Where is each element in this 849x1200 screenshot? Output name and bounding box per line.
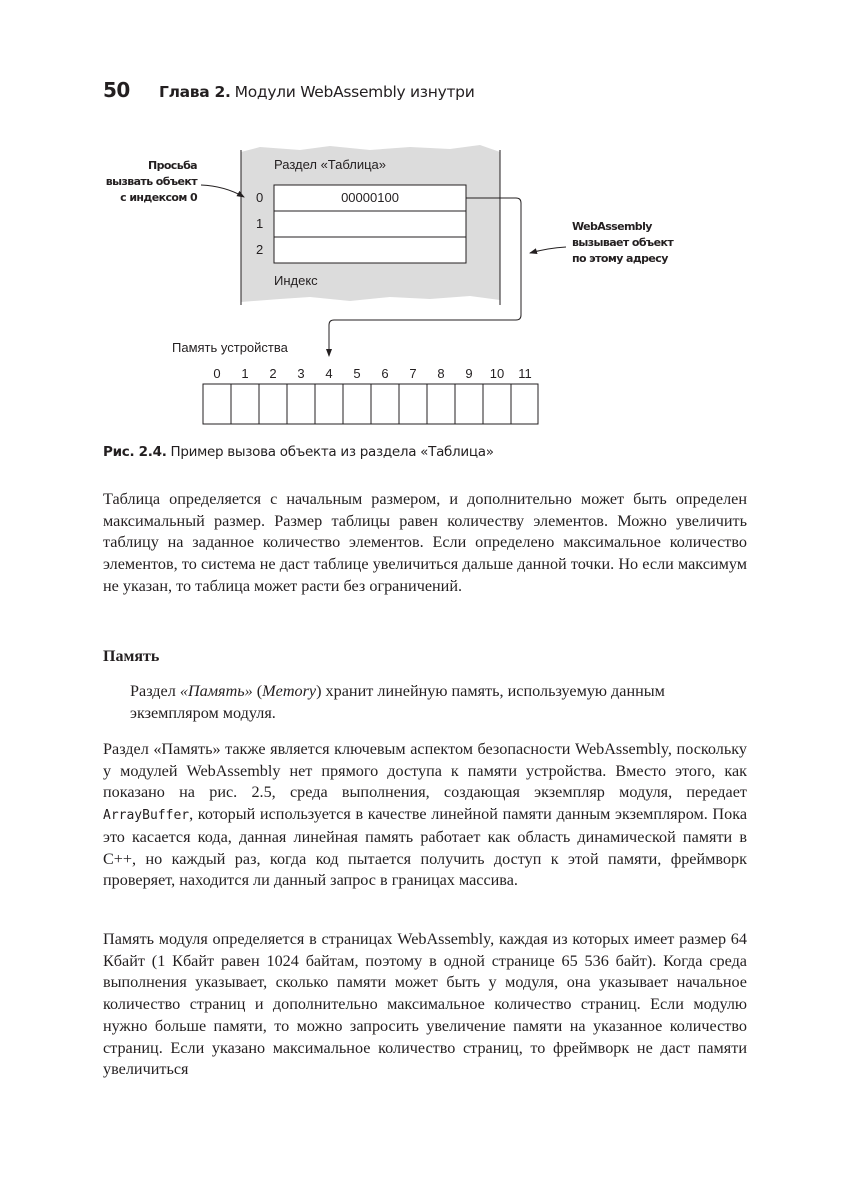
code-arraybuffer: ArrayBuffer [103,808,190,824]
table-cell-2 [274,237,466,263]
chapter-label: Глава 2. [159,83,231,101]
memory-index-8: 8 [437,366,445,381]
table-value-0: 00000100 [341,190,399,205]
page-number: 50 [103,78,130,102]
memory-index-9: 9 [465,366,473,381]
memory-index-11: 11 [518,366,532,381]
memory-index-7: 7 [409,366,417,381]
table-section-title: Раздел «Таблица» [274,157,387,172]
memory-definition: Раздел «Память» (Memory) хранит линейную память, используемую данным экземпляром модуля. [130,682,665,722]
paragraph-table-description: Таблица определяется с начальным размером, и дополнительно может быть определен максимальный размер. Размер таблицы равен количеству элементов. Можно увеличить таблицу на заданное количество элементов. Если определено максимальное количество элементов, то система не даст таблице увеличиться дальше данной точки. Но если максимум не указан, то таблица может расти без ограничений. [103,490,747,595]
memory-index-10: 10 [489,366,505,381]
table-index-1: 1 [256,216,264,231]
callout-right-arrow [530,247,566,253]
paragraph-memory-pages: Память модуля определяется в страницах WebAssembly, каждая из которых имеет размер 64 Кбайт (1 Кбайт равен 1024 байтам, поэтому в одной странице 65 536 байт). Когда среда выполнения указывает, сколько памяти может быть у модуля, она указывает начальное количество страниц и дополнительно максимальное количество страниц. Если модулю нужно больше памяти, то можно запросить увеличение памяти на указанное количество страниц. Если указано максимальное количество страниц, то фреймворк не даст памяти увеличиться [103,930,747,1079]
memory-index-3: 3 [297,366,305,381]
memory-label: Память устройства [172,340,288,355]
callout-left-arrow [201,185,244,197]
memory-index-0: 0 [213,366,221,381]
callout-right: WebAssembly вызывает объект по этому адресу [572,220,674,265]
caption-text: Пример вызова объекта из раздела «Таблица» [170,444,494,460]
callout-left: Просьба вызвать объект с индексом 0 [105,159,197,204]
figure-table-call-example [0,0,849,440]
memory-index-4: 4 [325,366,333,381]
index-label: Индекс [274,273,318,288]
chapter-title: Модули WebAssembly изнутри [234,83,475,101]
memory-index-5: 5 [353,366,361,381]
table-cell-1 [274,211,466,237]
table-index-0: 0 [256,190,264,205]
memory-index-6: 6 [381,366,389,381]
caption-label: Рис. 2.4. [103,444,167,460]
table-index-2: 2 [256,242,264,257]
paragraph-memory-security: Раздел «Память» также является ключевым аспектом безопасности WebAssembly, поскольку у модулей WebAssembly нет прямого доступа к памяти устройства. Вместо этого, как показано на рис. 2.5, среда выполнения, создающая экземпляр модуля, передает ArrayBuffer, который используется в качестве линейной памяти данным экземпляром. Пока это касается кода, данная линейная память работает как область динамической памяти в C++, но каждый раз, когда код пытается получить доступ к этой памяти, фреймворк проверяет, находится ли данный запрос в границах массива. [103,740,747,890]
figure-caption [103,444,494,460]
memory-cells-row [203,384,538,424]
memory-index-1: 1 [241,366,249,381]
section-heading-memory: Память [103,648,160,665]
memory-index-2: 2 [269,366,277,381]
